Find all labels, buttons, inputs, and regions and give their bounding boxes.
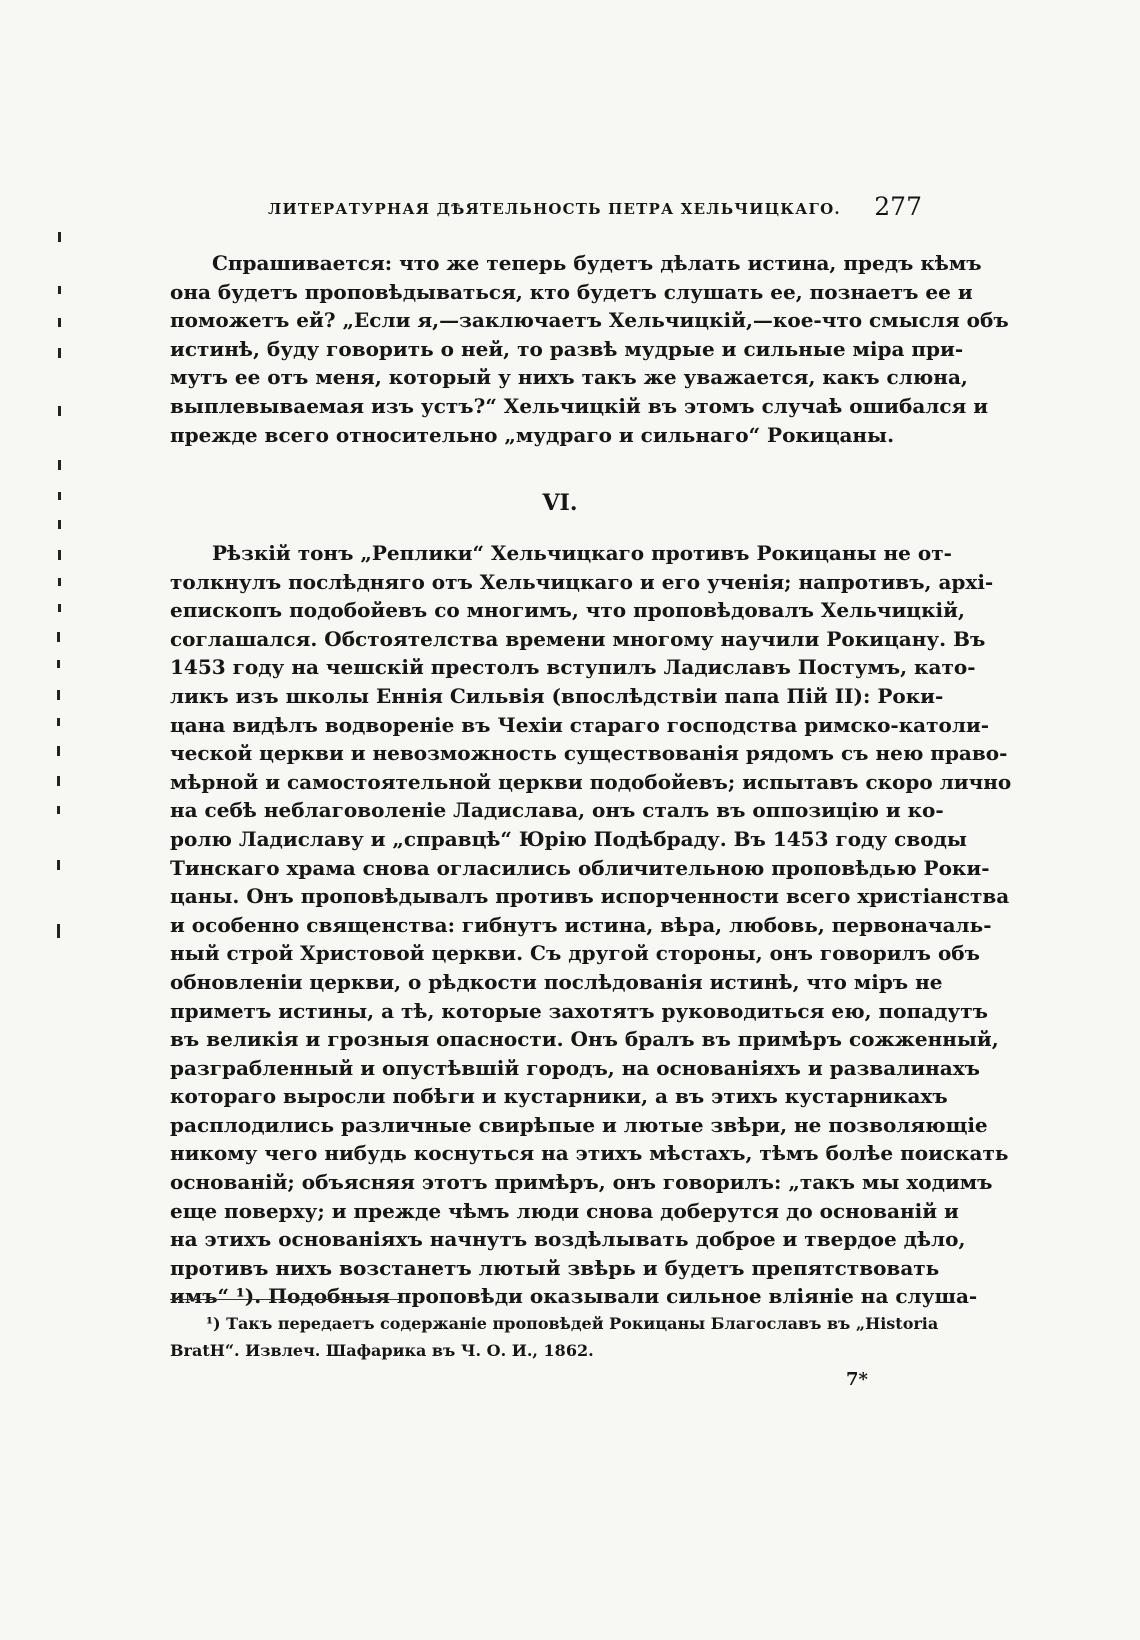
text-line: никому чего нибудь коснуться на этихъ мѣстахъ, тѣмъ болѣе поискать (170, 1141, 1009, 1166)
margin-mark (58, 460, 61, 470)
margin-mark (57, 924, 60, 938)
text-line: ческой церкви и невозможность существованія рядомъ съ нею право- (170, 741, 1008, 766)
text-line: Спрашивается: что же теперь будетъ дѣлать истина, предъ кѣмъ (212, 251, 982, 275)
margin-mark (57, 806, 60, 814)
text-line: она будетъ проповѣдываться, кто будетъ слушать ее, познаетъ ее и (170, 279, 973, 304)
text-line: выплевываемая изъ устъ?“ Хельчицкій въ этомъ случаѣ ошибался и (170, 393, 989, 418)
text-line: прежде всего относительно „мудраго и сильнаго“ Рокицаны. (170, 422, 895, 447)
margin-mark (57, 860, 60, 870)
margin-mark (58, 550, 61, 560)
running-title: ЛИТЕРАТУРНАЯ ДѢЯТЕЛЬНОСТЬ ПЕТРА ХЕЛЬЧИЦКАГО. (268, 200, 841, 218)
margin-mark (57, 746, 60, 756)
text-line: приметъ истины, а тѣ, которые захотятъ руководиться ею, попадутъ (170, 998, 988, 1023)
text-line: еще поверху; и прежде чѣмъ люди снова доберутся до основаній и (170, 1198, 959, 1223)
footnote-line: ¹) Такъ передаетъ содержаніе проповѣдей Рокицаны Благославъ въ „Historia (206, 1314, 939, 1333)
text-line: соглашался. Обстоятелства времени многому научили Рокицану. Въ (170, 626, 986, 651)
text-line: и особенно священства: гибнутъ истина, вѣра, любовь, первоначаль- (170, 912, 992, 937)
page-header (268, 192, 928, 226)
margin-mark (57, 718, 60, 726)
text-line: 1453 году на чешскій престолъ вступилъ Ладиславъ Постумъ, като- (170, 655, 976, 680)
footnote-divider (170, 1299, 402, 1300)
text-line: мутъ ее отъ меня, который у нихъ такъ же уважается, какъ слюна, (170, 365, 968, 390)
signature-mark: 7* (846, 1369, 868, 1390)
text-line: епископъ подобойевъ со многимъ, что проповѣдовалъ Хельчицкій, (170, 598, 965, 623)
margin-mark (57, 690, 60, 700)
text-line: на себѣ неблаговоленіе Ладислава, онъ сталъ въ оппозицію и ко- (170, 798, 944, 823)
paragraph-2 (170, 539, 1012, 1311)
text-line: мѣрной и самостоятельной церкви подобойевъ; испытавъ скоро лично (170, 769, 1012, 794)
text-line: ный строй Христовой церкви. Съ другой стороны, онъ говорилъ объ (170, 941, 980, 966)
margin-mark (58, 520, 61, 529)
text-line: имъ“ ¹). Подобныя проповѣди оказывали сильное вліяніе на слуша- (170, 1284, 978, 1309)
text-line: истинѣ, буду говорить о ней, то развѣ мудрые и сильные міра при- (170, 336, 964, 361)
text-line: противъ нихъ возстанетъ лютый звѣрь и будетъ препятствовать (170, 1255, 940, 1280)
text-line: обновленіи церкви, о рѣдкости послѣдованія истинѣ, что міръ не (170, 969, 943, 994)
margin-mark (58, 492, 61, 500)
margin-mark (57, 776, 60, 786)
text-line: котораго выросли побѣги и кустарники, а въ этихъ кустарникахъ (170, 1084, 948, 1109)
margin-mark (57, 660, 60, 668)
text-line: цаны. Онъ проповѣдывалъ противъ испорченности всего христіанства (170, 884, 1010, 909)
paragraph-1 (170, 249, 1009, 449)
margin-mark (58, 578, 61, 586)
page-number: 277 (874, 192, 922, 221)
section-heading: VI. (542, 490, 578, 516)
footnote-line: BratH“. Извлеч. Шафарика въ Ч. О. И., 1862. (170, 1341, 594, 1360)
text-line: расплодились различные свирѣпые и лютые звѣри, не позволяющіе (170, 1112, 988, 1137)
text-line: въ великія и грозныя опасности. Онъ бралъ въ примѣръ сожженный, (170, 1027, 999, 1052)
text-line: ликъ изъ школы Еннія Сильвія (впослѣдствіи папа Пій II): Роки- (170, 683, 944, 708)
text-line: толкнулъ послѣдняго отъ Хельчицкаго и его ученія; напротивъ, архі- (170, 569, 994, 594)
text-line: Тинскаго храма снова огласились обличительною проповѣдью Роки- (170, 855, 990, 880)
text-line: разграбленный и опустѣвшій городъ, на основаніяхъ и развалинахъ (170, 1055, 981, 1080)
text-line: Рѣзкій тонъ „Реплики“ Хельчицкаго противъ Рокицаны не от- (212, 541, 952, 565)
footnote (170, 1310, 939, 1364)
text-line: поможетъ ей? „Если я,—заключаетъ Хельчицкій,—кое-что смысля объ (170, 308, 1009, 333)
margin-mark (58, 318, 61, 327)
margin-mark (58, 406, 61, 416)
text-line: основаній; объясняя этотъ примѣръ, онъ говорилъ: „такъ мы ходимъ (170, 1170, 993, 1195)
margin-mark (58, 348, 61, 358)
margin-mark (57, 632, 60, 642)
margin-mark (58, 604, 61, 612)
text-line: на этихъ основаніяхъ начнутъ воздѣлывать доброе и твердое дѣло, (170, 1227, 966, 1252)
margin-mark (58, 286, 61, 294)
margin-mark (58, 232, 61, 242)
text-line: цана видѣлъ водвореніе въ Чехіи стараго господства римско-католи- (170, 712, 990, 737)
text-line: ролю Ладиславу и „справцѣ“ Юрію Подѣбраду. Въ 1453 году своды (170, 826, 967, 851)
